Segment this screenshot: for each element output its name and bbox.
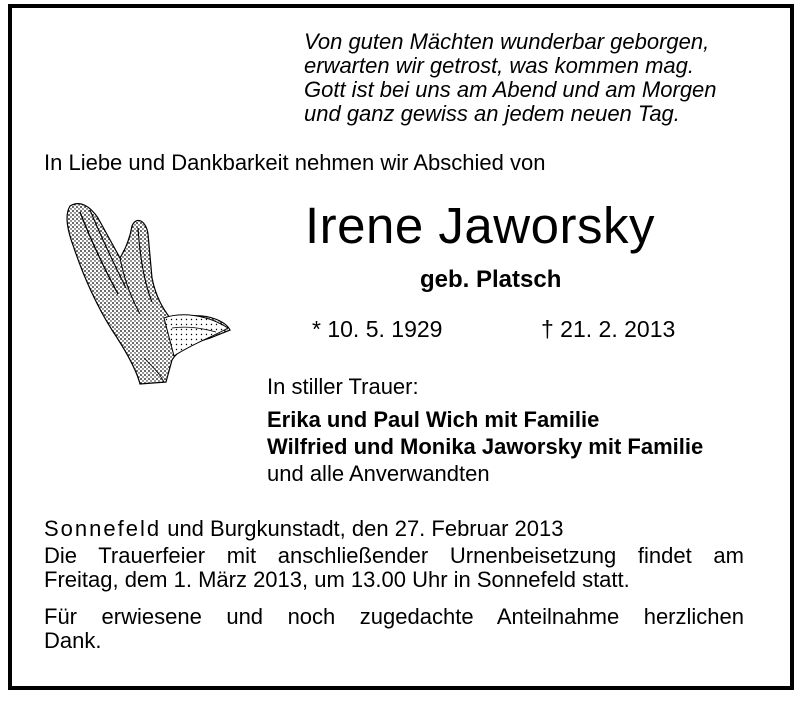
- poem-line: und ganz gewiss an jedem neuen Tag.: [304, 101, 680, 126]
- praying-hands-icon: [60, 198, 235, 388]
- thanks-notice: [44, 605, 744, 653]
- mourner-others: und alle Anverwandten: [267, 461, 490, 486]
- mourners-list: [267, 406, 703, 487]
- place-name: Sonnefeld: [44, 516, 162, 541]
- funeral-line: Die Trauerfeier mit anschließender Urnenbeisetzung findet am: [44, 543, 744, 568]
- mourning-heading: In stiller Trauer:: [267, 374, 419, 399]
- thanks-line: Dank.: [44, 628, 102, 653]
- place-date-rest: und Burgkunstadt, den 27. Februar 2013: [161, 516, 564, 541]
- poem: [304, 30, 717, 126]
- intro-text: In Liebe und Dankbarkeit nehmen wir Abschied von: [44, 150, 546, 175]
- thanks-line: Für erwiesene und noch zugedachte Anteilnahme herzlichen: [44, 604, 744, 629]
- mourner-family: Wilfried und Monika Jaworsky mit Familie: [267, 434, 704, 459]
- maiden-name: geb. Platsch: [420, 266, 562, 293]
- funeral-notice: [44, 544, 744, 592]
- poem-line: Gott ist bei uns am Abend und am Morgen: [304, 77, 717, 102]
- place-date: [44, 516, 564, 542]
- birth-date: * 10. 5. 1929: [312, 316, 443, 342]
- funeral-line: Freitag, dem 1. März 2013, um 13.00 Uhr in Sonnefeld statt.: [44, 567, 630, 592]
- deceased-name: Irene Jaworsky: [305, 197, 655, 254]
- poem-line: erwarten wir getrost, was kommen mag.: [304, 53, 695, 78]
- mourner-family: Erika und Paul Wich mit Familie: [267, 407, 600, 432]
- death-date: † 21. 2. 2013: [541, 316, 676, 342]
- poem-line: Von guten Mächten wunderbar geborgen,: [304, 29, 710, 54]
